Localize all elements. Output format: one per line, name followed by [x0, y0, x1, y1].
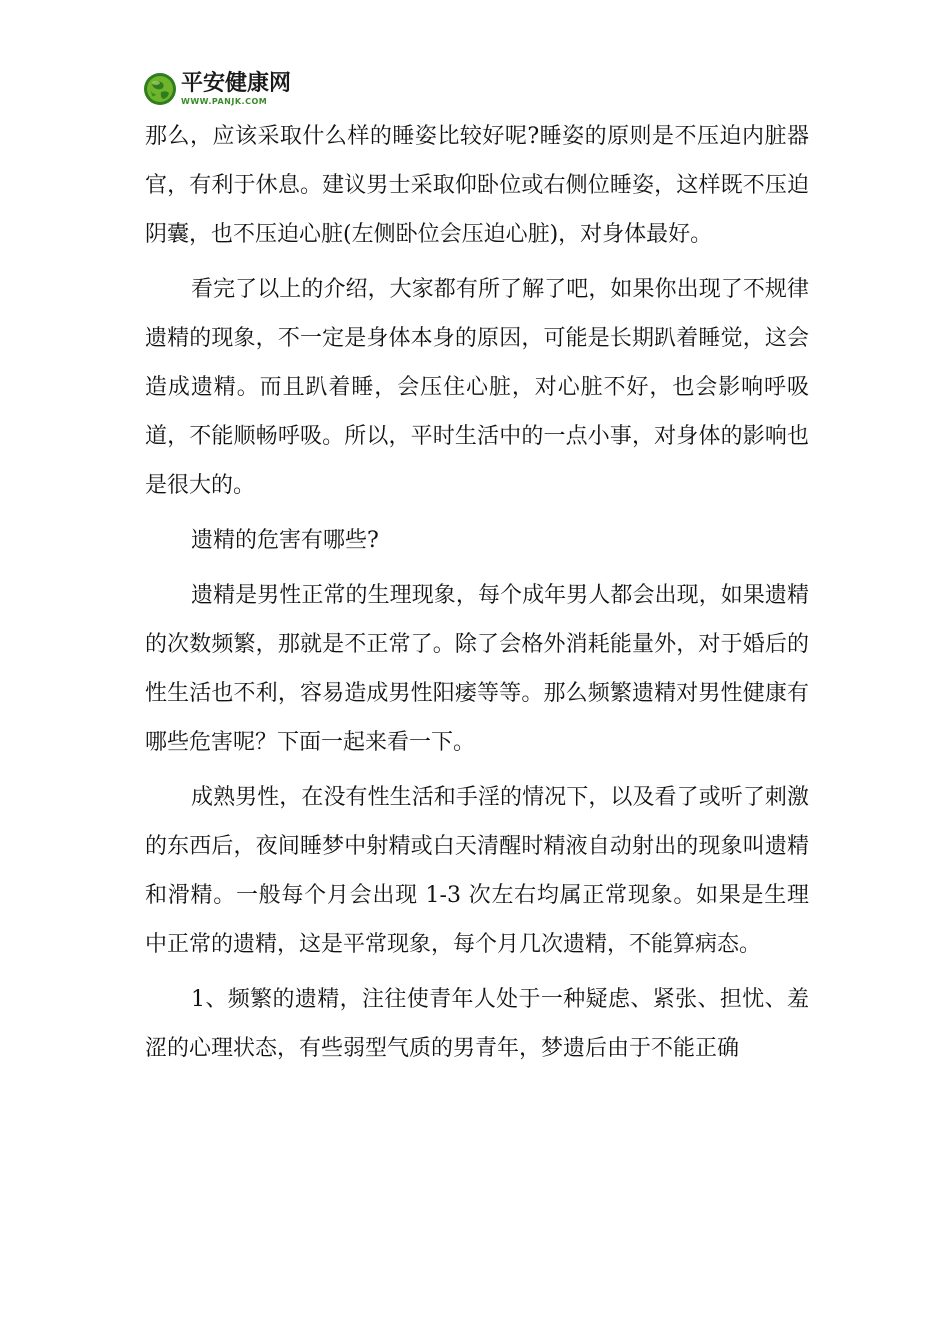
site-logo	[143, 70, 291, 108]
logo-url: WWW.PANJK.COM	[181, 96, 268, 106]
paragraph: 遗精是男性正常的生理现象，每个成年男人都会出现，如果遗精的次数频繁，那就是不正常了。除了会格外消耗能量外，对于婚后的性生活也不利，容易造成男性阳痿等等。那么频繁遗精对男性健康有哪些危害呢？下面一起来看一下。	[145, 583, 809, 755]
globe-icon	[143, 72, 177, 106]
article-body	[145, 112, 809, 1079]
paragraph: 1、频繁的遗精，注往使青年人处于一种疑虑、紧张、担忧、羞涩的心理状态，有些弱型气质的男青年，梦遗后由于不能正确	[145, 987, 809, 1061]
paragraph: 那么，应该采取什么样的睡姿比较好呢?睡姿的原则是不压迫内脏器官，有利于休息。建议男士采取仰卧位或右侧位睡姿，这样既不压迫阴囊，也不压迫心脏(左侧卧位会压迫心脏)，对身体最好。	[145, 124, 809, 247]
paragraph: 看完了以上的介绍，大家都有所了解了吧，如果你出现了不规律遗精的现象，不一定是身体本身的原因，可能是长期趴着睡觉，这会造成遗精。而且趴着睡，会压住心脏，对心脏不好，也会影响呼吸道，不能顺畅呼吸。所以，平时生活中的一点小事，对身体的影响也是很大的。	[145, 277, 809, 498]
section-heading: 遗精的危害有哪些?	[191, 528, 379, 553]
logo-title: 平安健康网	[181, 70, 292, 96]
logo-text	[181, 70, 292, 106]
paragraph: 成熟男性，在没有性生活和手淫的情况下，以及看了或听了刺激的东西后，夜间睡梦中射精或白天清醒时精液自动射出的现象叫遗精和滑精。一般每个月会出现 1-3 次左右均属正常现象。如果是生理中正常的遗精，这是平常现象，每个月几次遗精，不能算病态。	[145, 785, 809, 957]
